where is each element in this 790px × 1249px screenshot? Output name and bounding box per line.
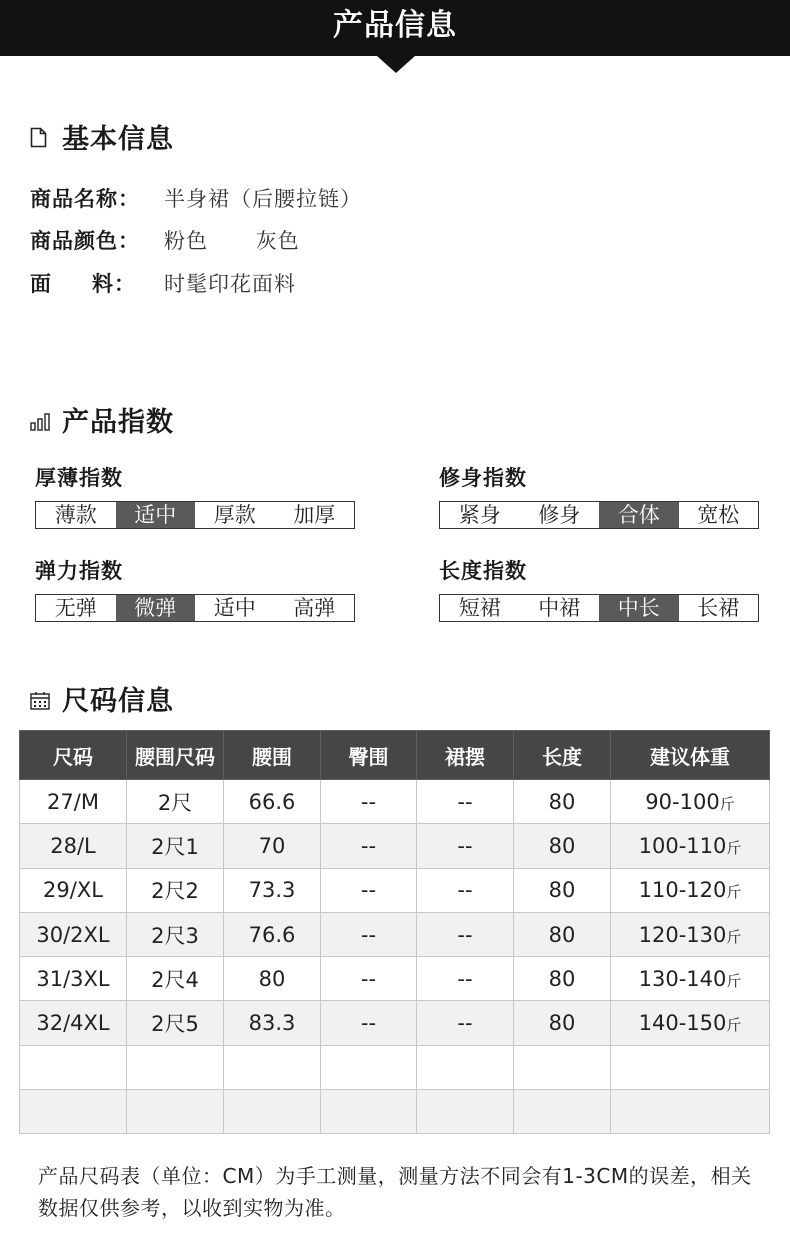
column-header: 腰围 (224, 731, 321, 780)
document-icon (30, 126, 50, 148)
info-row-color (30, 225, 300, 255)
bar-chart-icon (30, 409, 50, 431)
column-header: 尺码 (20, 731, 127, 780)
table-cell: 140-150斤 (611, 1001, 770, 1045)
info-label-char: 面 (30, 272, 52, 296)
table-cell: 31/3XL (20, 957, 127, 1001)
table-cell (514, 1045, 611, 1089)
size-note: 产品尺码表（单位：CM）为手工测量，测量方法不同会有1-3CM的误差，相关数据仅供参考，以收到实物为准。 (38, 1164, 752, 1220)
index-option: 紧身 (458, 503, 501, 527)
table-cell: 80 (514, 912, 611, 956)
table-cell: 80 (514, 957, 611, 1001)
table-cell (20, 1090, 127, 1134)
table-cell (417, 1045, 514, 1089)
table-cell: 2尺5 (127, 1001, 224, 1045)
table-cell: 80 (514, 780, 611, 824)
table-cell: 30/2XL (20, 912, 127, 956)
info-label (30, 268, 164, 298)
column-header: 长度 (514, 731, 611, 780)
table-row (20, 824, 770, 868)
table-cell: 2尺1 (127, 824, 224, 868)
banner-arrow-icon (377, 56, 415, 73)
table-cell: -- (417, 1001, 514, 1045)
table-cell: 2尺2 (127, 868, 224, 912)
section-title: 产品指数 (62, 407, 174, 438)
index-bar (35, 594, 355, 622)
table-row (20, 780, 770, 824)
index-label: 弹力指数 (35, 559, 123, 583)
index-bar (439, 501, 759, 529)
table-cell (321, 1045, 417, 1089)
index-bar (35, 501, 355, 529)
table-cell: -- (321, 1001, 417, 1045)
index-label: 修身指数 (439, 466, 527, 490)
info-value: 灰色 (255, 229, 300, 253)
info-value: 粉色 (164, 229, 208, 253)
table-cell: -- (417, 824, 514, 868)
index-option: 适中 (213, 596, 256, 620)
index-group-elasticity (35, 555, 355, 622)
info-row-fabric (30, 268, 296, 298)
unit-label: 斤 (726, 971, 742, 990)
section-heading-index (30, 400, 174, 439)
index-label: 厚薄指数 (35, 466, 123, 490)
table-row (20, 1001, 770, 1045)
column-header: 建议体重 (611, 731, 770, 780)
index-option: 短裙 (458, 596, 501, 620)
table-cell: -- (321, 824, 417, 868)
table-row (20, 1045, 770, 1089)
index-option: 厚款 (213, 503, 256, 527)
table-cell: 90-100斤 (611, 780, 770, 824)
index-bar (439, 594, 759, 622)
table-cell (514, 1090, 611, 1134)
table-cell: 80 (514, 1001, 611, 1045)
info-value: 时髦印花面料 (164, 272, 296, 296)
unit-label: 斤 (726, 883, 742, 902)
index-option: 中裙 (538, 596, 581, 620)
table-row (20, 957, 770, 1001)
info-label-char: 料： (92, 272, 136, 296)
table-cell: 120-130斤 (611, 912, 770, 956)
info-label: 商品名称： (30, 187, 140, 211)
column-header: 臀围 (321, 731, 417, 780)
table-cell (20, 1045, 127, 1089)
table-cell: -- (321, 868, 417, 912)
section-title: 尺码信息 (62, 686, 174, 717)
table-cell: 80 (514, 824, 611, 868)
info-label: 商品颜色： (30, 229, 140, 253)
table-cell: 110-120斤 (611, 868, 770, 912)
table-cell (224, 1045, 321, 1089)
index-option: 高弹 (293, 596, 336, 620)
unit-label: 斤 (726, 927, 742, 946)
column-header: 腰围尺码 (127, 731, 224, 780)
unit-label: 斤 (719, 794, 735, 813)
section-title: 基本信息 (62, 124, 174, 155)
table-cell: 2尺4 (127, 957, 224, 1001)
index-option-selected: 微弹 (116, 595, 196, 621)
section-heading-basic (30, 117, 174, 156)
table-cell: 27/M (20, 780, 127, 824)
table-cell: 76.6 (224, 912, 321, 956)
table-cell (417, 1090, 514, 1134)
index-option: 加厚 (293, 503, 336, 527)
table-cell (321, 1090, 417, 1134)
table-cell: 2尺 (127, 780, 224, 824)
unit-label: 斤 (726, 838, 742, 857)
index-option: 薄款 (54, 503, 97, 527)
table-cell: 83.3 (224, 1001, 321, 1045)
table-cell (224, 1090, 321, 1134)
table-cell (127, 1045, 224, 1089)
table-cell: 70 (224, 824, 321, 868)
info-row-name (30, 183, 362, 213)
table-cell: 80 (514, 868, 611, 912)
table-cell: -- (321, 780, 417, 824)
table-cell (611, 1090, 770, 1134)
table-cell: -- (417, 868, 514, 912)
index-group-thickness (35, 462, 355, 529)
index-label: 长度指数 (439, 559, 527, 583)
size-table (19, 730, 770, 1134)
index-option-selected: 合体 (599, 502, 679, 528)
table-cell (611, 1045, 770, 1089)
table-cell: -- (417, 957, 514, 1001)
table-cell: -- (417, 780, 514, 824)
table-cell: 130-140斤 (611, 957, 770, 1001)
table-cell: 28/L (20, 824, 127, 868)
table-cell (127, 1090, 224, 1134)
table-row (20, 912, 770, 956)
table-cell: 80 (224, 957, 321, 1001)
table-header-row (20, 731, 770, 780)
table-cell: 73.3 (224, 868, 321, 912)
table-cell: 66.6 (224, 780, 321, 824)
index-group-length (439, 555, 759, 622)
index-option: 修身 (538, 503, 581, 527)
table-cell: -- (321, 912, 417, 956)
column-header: 裙摆 (417, 731, 514, 780)
calendar-icon (30, 688, 50, 710)
index-option: 宽松 (697, 503, 740, 527)
unit-label: 斤 (726, 1016, 742, 1035)
index-group-fit (439, 462, 759, 529)
table-cell: 2尺3 (127, 912, 224, 956)
section-heading-size (30, 679, 174, 718)
page-title: 产品信息 (333, 8, 457, 43)
table-cell: 29/XL (20, 868, 127, 912)
table-cell: -- (417, 912, 514, 956)
table-cell: -- (321, 957, 417, 1001)
table-row (20, 1090, 770, 1134)
table-row (20, 868, 770, 912)
index-option: 长裙 (697, 596, 740, 620)
index-option: 无弹 (54, 596, 97, 620)
info-value: 半身裙（后腰拉链） (164, 187, 362, 211)
table-cell: 32/4XL (20, 1001, 127, 1045)
table-cell: 100-110斤 (611, 824, 770, 868)
index-option-selected: 适中 (116, 502, 196, 528)
index-option-selected: 中长 (599, 595, 679, 621)
